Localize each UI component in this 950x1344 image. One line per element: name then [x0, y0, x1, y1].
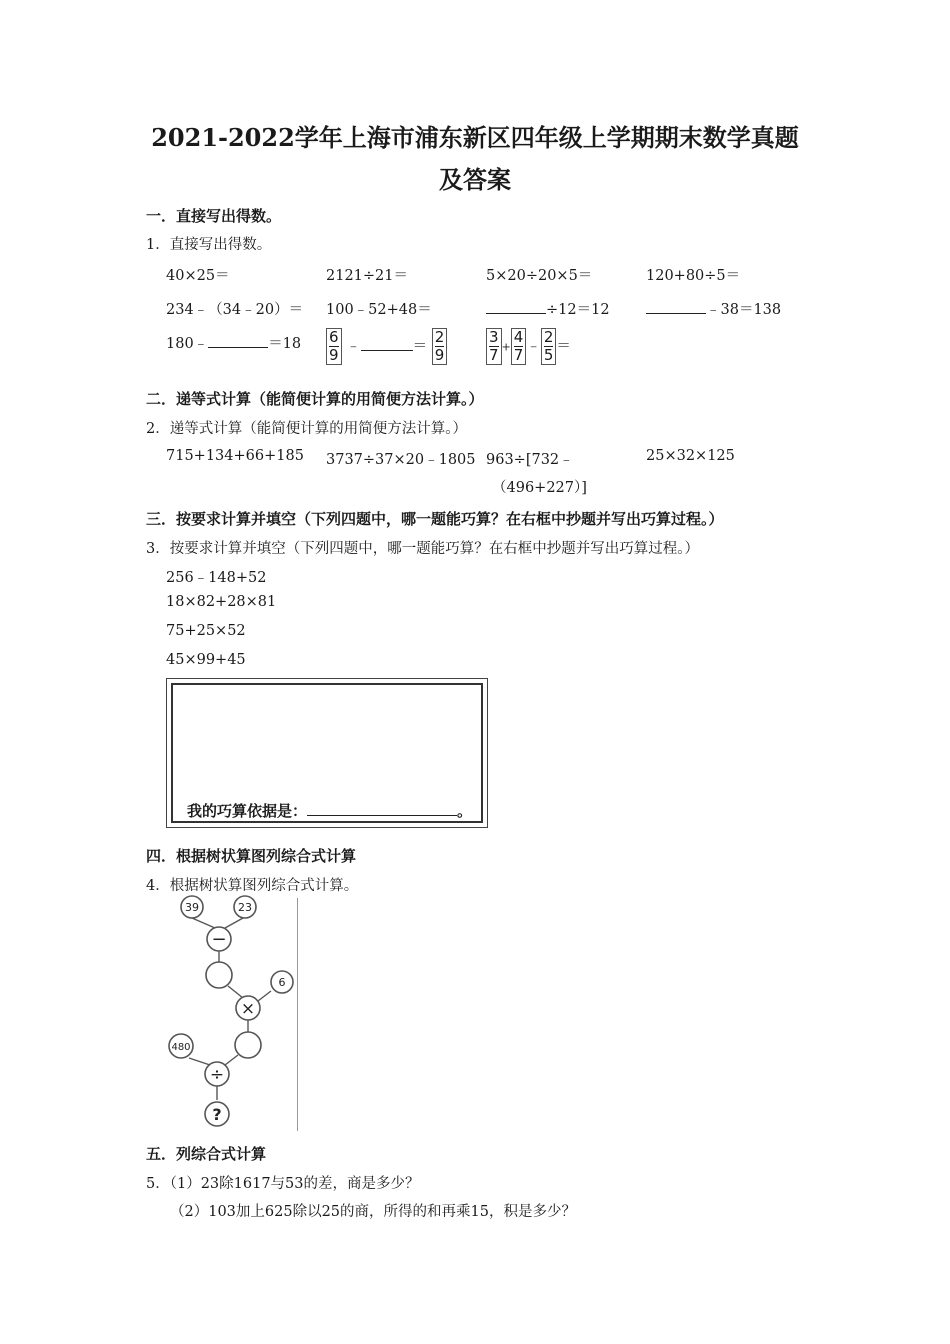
fraction: $\frac{4}{7}$ — [511, 328, 527, 365]
section-3-heading: 三．按要求计算并填空（下列四题中，哪一题能巧算？在右框中抄题并写出巧算过程。） — [146, 510, 724, 528]
node-label-multiply: × — [240, 999, 256, 1019]
question-4: 4．根据树状算图列综合式计算。 — [146, 878, 359, 894]
node-blank-1 — [206, 962, 232, 988]
q3-item-2: 18×82+28×81 — [166, 594, 277, 610]
fraction: $\frac{2}{5}$ — [541, 328, 557, 365]
question-5-line1: 5．（1）23除1617与53的差，商是多少？ — [146, 1176, 420, 1192]
answer-box-label: 我的巧算依据是： 。 — [187, 802, 473, 820]
question-5-line2: （2）103加上625除以25的商，所得的和再乘15，积是多少？ — [170, 1204, 576, 1220]
q1-r3-c1: 180﹣ ＝18 — [166, 332, 301, 353]
q1-r3-c3: $\frac{3}{7}$ + $\frac{4}{7}$ ﹣ $\frac{2}{5}$ ＝ — [486, 328, 571, 365]
q1-r2-c2: 100﹣52+48＝ — [326, 302, 432, 318]
edge — [225, 918, 243, 928]
q2-item-3: 963÷[732﹣ — [486, 452, 574, 468]
tree-diagram — [165, 895, 299, 1131]
answer-blank[interactable] — [646, 299, 706, 314]
doc-title-line2: 及答案 — [439, 165, 511, 194]
edge — [225, 1055, 238, 1065]
q3-item-4: 45×99+45 — [166, 652, 246, 668]
fraction: $\frac{3}{7}$ — [486, 328, 502, 365]
question-1: 1．直接写出得数。 — [146, 237, 272, 253]
edge — [192, 918, 215, 928]
node-label-6: 6 — [278, 976, 286, 989]
q1-r2-c3: ÷12＝12 — [486, 298, 610, 319]
answer-blank[interactable] — [208, 333, 268, 348]
doc-title-line1: 2021-2022学年上海市浦东新区四年级上学期期末数学真题 — [151, 123, 799, 152]
question-3: 3．按要求计算并填空（下列四题中，哪一题能巧算？在右框中抄题并写出巧算过程。） — [146, 541, 699, 557]
section-4-heading: 四．根据树状算图列综合式计算 — [146, 847, 357, 865]
node-label-39: 39 — [185, 901, 199, 914]
answer-line[interactable] — [307, 803, 457, 816]
q1-r1-c1: 40×25＝ — [166, 268, 230, 284]
q1-r1-c3: 5×20÷20×5＝ — [486, 268, 593, 284]
node-label-23: 23 — [238, 901, 252, 914]
tree-divider — [297, 898, 298, 1131]
q3-item-1: 256﹣148+52 — [166, 570, 267, 586]
fraction: $\frac{6}{9}$ — [326, 328, 342, 365]
q1-r1-c2: 2121÷21＝ — [326, 268, 409, 284]
section-5-heading: 五．列综合式计算 — [146, 1145, 267, 1163]
q2-item-3-cont: （496+227）] — [492, 480, 587, 496]
answer-blank[interactable] — [361, 336, 413, 351]
node-label-divide: ÷ — [209, 1065, 225, 1085]
section-1-heading: 一．直接写出得数。 — [146, 207, 282, 225]
node-label-subtract: − — [211, 929, 227, 950]
node-blank-2 — [235, 1032, 261, 1058]
edge — [189, 1058, 210, 1065]
q1-r2-c4: ﹣38＝138 — [646, 298, 781, 319]
answer-blank[interactable] — [486, 299, 546, 314]
q1-r2-c1: 234﹣（34﹣20）＝ — [166, 302, 304, 318]
question-2: 2．递等式计算（能简便计算的用简便方法计算。） — [146, 421, 467, 437]
edge — [258, 991, 271, 1001]
q1-r1-c4: 120+80÷5＝ — [646, 268, 741, 284]
node-label-result: ? — [212, 1105, 222, 1124]
q2-item-1: 715+134+66+185 — [166, 448, 304, 464]
q2-item-2: 3737÷37×20﹣1805 — [326, 452, 476, 468]
fraction: $\frac{2}{9}$ — [432, 328, 448, 365]
section-2-heading: 二．递等式计算（能简便计算的用简便方法计算。） — [146, 390, 484, 408]
q1-r3-c2: $\frac{6}{9}$ ﹣ ＝ $\frac{2}{9}$ — [326, 328, 447, 365]
answer-box[interactable] — [166, 678, 488, 828]
edge — [228, 986, 243, 998]
q3-item-3: 75+25×52 — [166, 623, 246, 639]
q2-item-4: 25×32×125 — [646, 448, 735, 464]
node-label-480: 480 — [171, 1042, 191, 1053]
